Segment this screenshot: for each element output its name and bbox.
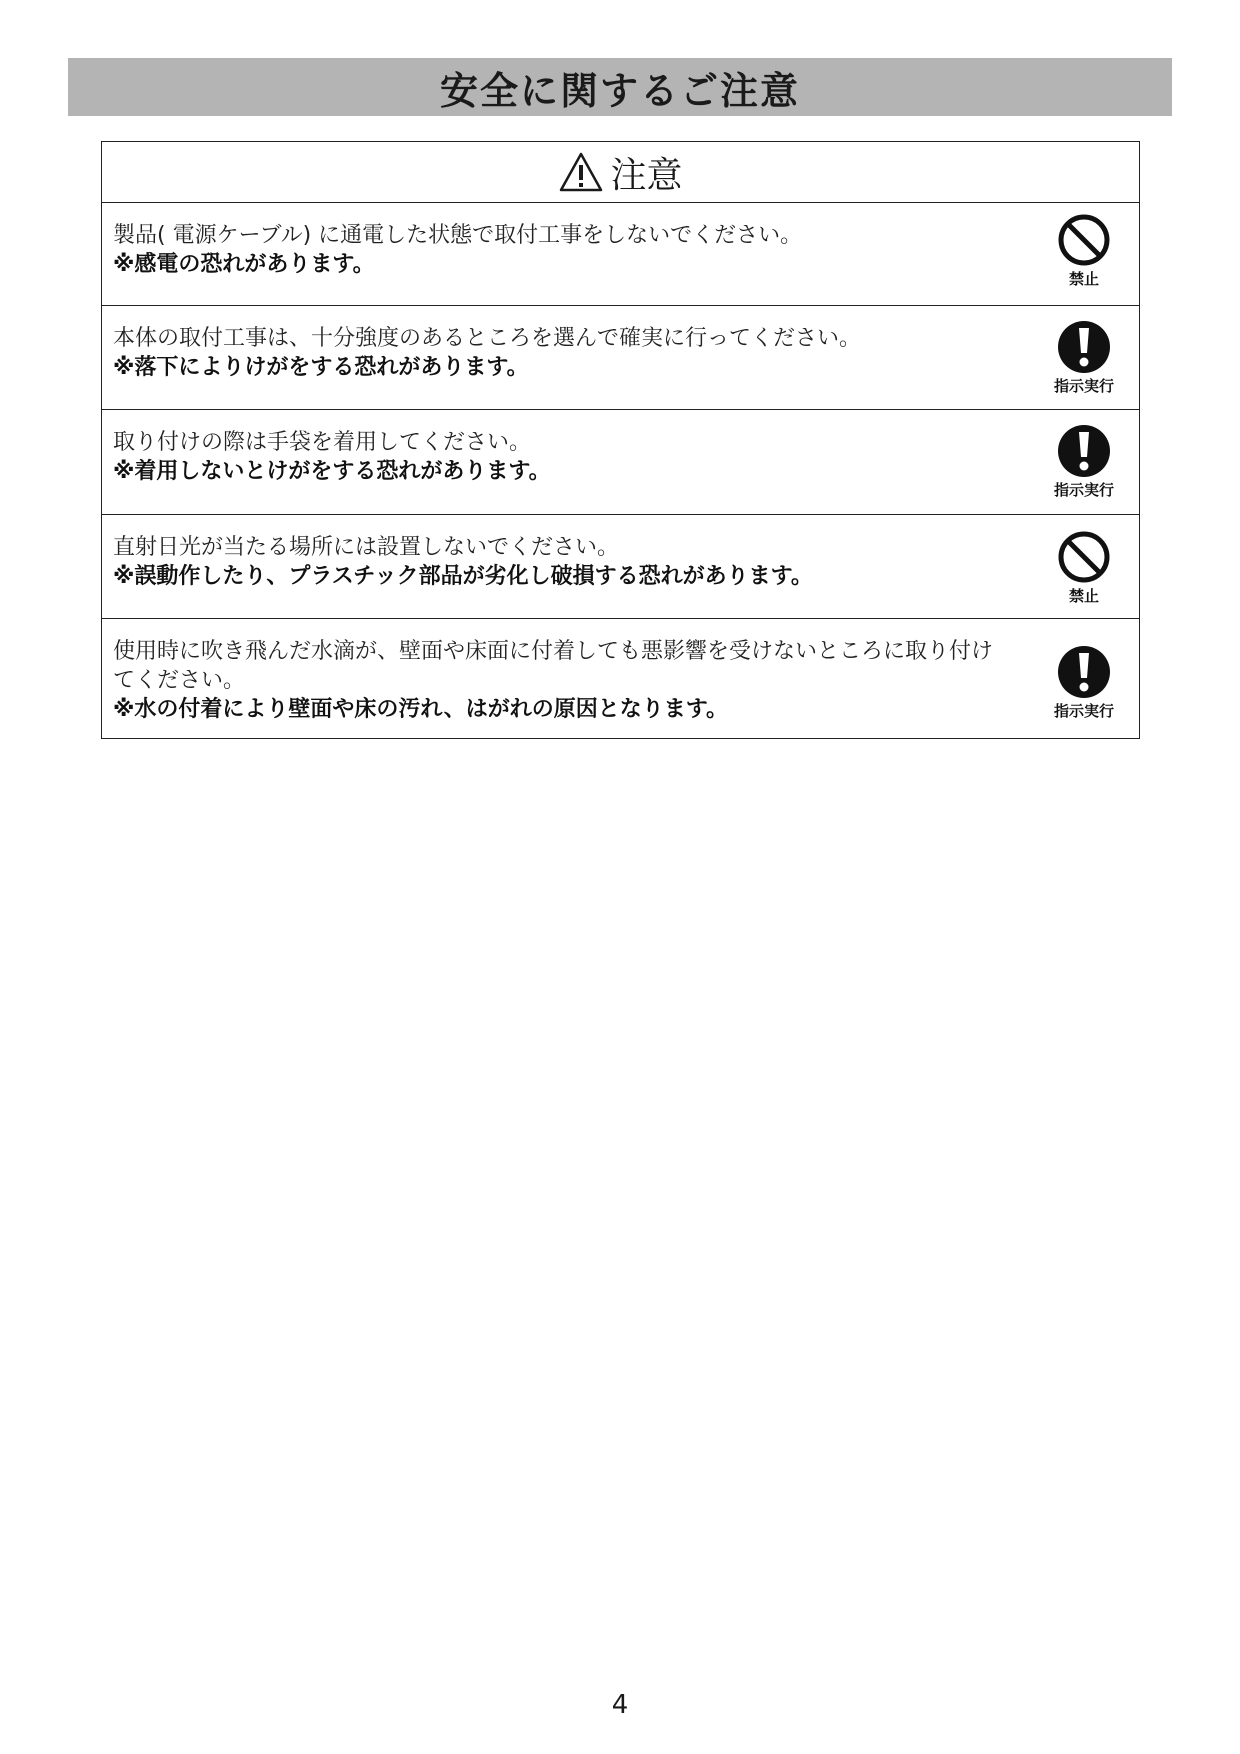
symbol-label: 指示実行: [1053, 377, 1114, 395]
caution-item-gloves: [102, 410, 1139, 515]
symbol-label: 指示実行: [1053, 481, 1114, 499]
item-text: 本体の取付工事は、十分強度のあるところを選んで確実に行ってください。: [113, 326, 862, 351]
mandatory-action-symbol: [1049, 320, 1119, 396]
prohibition-symbol: [1049, 530, 1119, 606]
page-title-bar: [68, 58, 1172, 116]
caution-item-electric-shock: [102, 203, 1139, 306]
caution-header: [102, 142, 1139, 203]
item-note: ※着用しないとけがをする恐れがあります。: [113, 459, 551, 484]
mandatory-action-symbol: [1049, 424, 1119, 500]
caution-item-mounting-strength: [102, 306, 1139, 410]
mandatory-action-icon: [1057, 320, 1111, 374]
caution-label: 注意: [610, 154, 683, 196]
warning-triangle-icon: [558, 151, 604, 193]
item-text: 使用時に吹き飛んだ水滴が、壁面や床面に付着しても悪影響を受けないところに取り付けてください。: [113, 639, 994, 693]
prohibition-icon: [1057, 530, 1111, 584]
symbol-label: 指示実行: [1053, 702, 1114, 720]
mandatory-action-icon: [1057, 645, 1111, 699]
prohibition-symbol: [1049, 213, 1119, 289]
item-note: ※感電の恐れがあります。: [113, 252, 375, 277]
symbol-label: 禁止: [1068, 270, 1099, 288]
prohibition-icon: [1057, 213, 1111, 267]
caution-box: [101, 141, 1140, 739]
item-text: 取り付けの際は手袋を着用してください。: [113, 430, 532, 455]
caution-item-water-droplets: [102, 619, 1139, 737]
mandatory-action-symbol: [1049, 645, 1119, 721]
item-note: ※誤動作したり、プラスチック部品が劣化し破損する恐れがあります。: [113, 564, 813, 589]
mandatory-action-icon: [1057, 424, 1111, 478]
page-number: 4: [611, 1690, 629, 1720]
item-note: ※落下によりけがをする恐れがあります。: [113, 355, 529, 380]
item-text: 製品( 電源ケーブル) に通電した状態で取付工事をしないでください。: [113, 223, 803, 248]
item-text: 直射日光が当たる場所には設置しないでください。: [113, 535, 620, 560]
page-title: 安全に関するご注意: [439, 68, 800, 113]
item-note: ※水の付着により壁面や床の汚れ、はがれの原因となります。: [113, 697, 728, 722]
symbol-label: 禁止: [1068, 587, 1099, 605]
caution-item-direct-sunlight: [102, 515, 1139, 619]
